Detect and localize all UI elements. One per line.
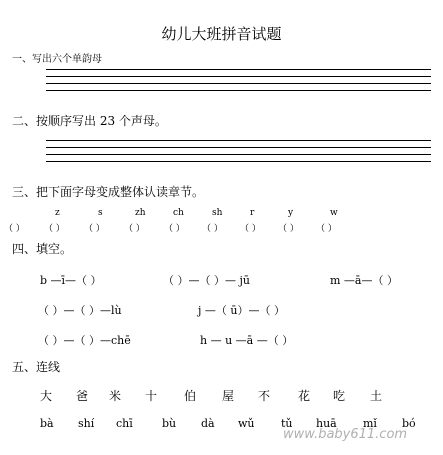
writing-lines-2 bbox=[46, 140, 431, 168]
pinyin-wu: wǔ bbox=[238, 417, 255, 430]
pinyin-bo: bó bbox=[402, 417, 416, 430]
answer-blank: （ ） bbox=[316, 224, 337, 234]
letter-ch: ch bbox=[173, 208, 184, 218]
fill-item-1: b —ī—（ ） bbox=[40, 274, 102, 287]
pinyin-chi: chī bbox=[116, 417, 133, 430]
hanzi-wu: 屋 bbox=[222, 389, 235, 403]
pinyin-ba: bà bbox=[40, 417, 54, 430]
section-2-heading: 二、按顺序写出 23 个声母。 bbox=[12, 114, 167, 128]
letter-zh: zh bbox=[135, 208, 146, 218]
fill-item-6: （ ）—（ ）—chē bbox=[38, 334, 131, 347]
answer-blank: （ ） bbox=[124, 224, 145, 234]
pinyin-da: dà bbox=[201, 417, 215, 430]
letter-z: z bbox=[55, 208, 60, 218]
hanzi-hua: 花 bbox=[298, 389, 311, 403]
fill-item-4: （ ）—（ ）—lù bbox=[38, 304, 122, 317]
pinyin-shi: shí bbox=[78, 417, 95, 430]
letter-y: y bbox=[288, 208, 294, 218]
hanzi-da: 大 bbox=[40, 389, 53, 403]
hanzi-bo: 伯 bbox=[184, 389, 197, 403]
writing-lines-1 bbox=[46, 69, 431, 97]
section-5-heading: 五、连线 bbox=[12, 360, 61, 374]
answer-blank: （ ） bbox=[240, 224, 261, 234]
pinyin-tu: tǔ bbox=[281, 417, 293, 430]
letter-r: r bbox=[250, 208, 255, 218]
fill-item-7: h — u —ā —（ ） bbox=[200, 334, 294, 347]
page-title: 幼儿大班拼音试题 bbox=[161, 25, 282, 43]
section-4-heading: 四、填空。 bbox=[12, 242, 73, 256]
fill-item-2: （ ）—（ ）— jū bbox=[163, 274, 250, 287]
section-3-heading: 三、把下面字母变成整体认读章节。 bbox=[12, 185, 205, 199]
letter-w: w bbox=[330, 208, 338, 218]
fill-item-5: j —（ ū）—（ ） bbox=[198, 304, 285, 317]
answer-blank: （ ） bbox=[278, 224, 299, 234]
hanzi-mi: 米 bbox=[109, 389, 122, 403]
answer-blank: （ ） bbox=[202, 224, 223, 234]
pinyin-mi: mǐ bbox=[363, 417, 377, 430]
hanzi-ba: 爸 bbox=[76, 389, 89, 403]
pinyin-bu: bù bbox=[162, 417, 177, 430]
hanzi-chi: 吃 bbox=[333, 389, 346, 403]
section-1-heading: 一、写出六个单韵母 bbox=[12, 54, 102, 65]
answer-blank: （ ） bbox=[84, 224, 105, 234]
answer-blank: （ ） bbox=[44, 224, 65, 234]
hanzi-bu: 不 bbox=[258, 389, 271, 403]
pinyin-hua: huā bbox=[316, 417, 337, 430]
watermark: www.baby611.com bbox=[283, 427, 408, 442]
letter-sh: sh bbox=[212, 208, 223, 218]
letter-s: s bbox=[98, 208, 103, 218]
answer-blank: （ ） bbox=[164, 224, 185, 234]
hanzi-shi: 十 bbox=[145, 389, 158, 403]
hanzi-tu: 土 bbox=[370, 389, 383, 403]
answer-blank: （ ） bbox=[4, 224, 25, 234]
fill-item-3: m —ā—（ ） bbox=[330, 274, 398, 287]
